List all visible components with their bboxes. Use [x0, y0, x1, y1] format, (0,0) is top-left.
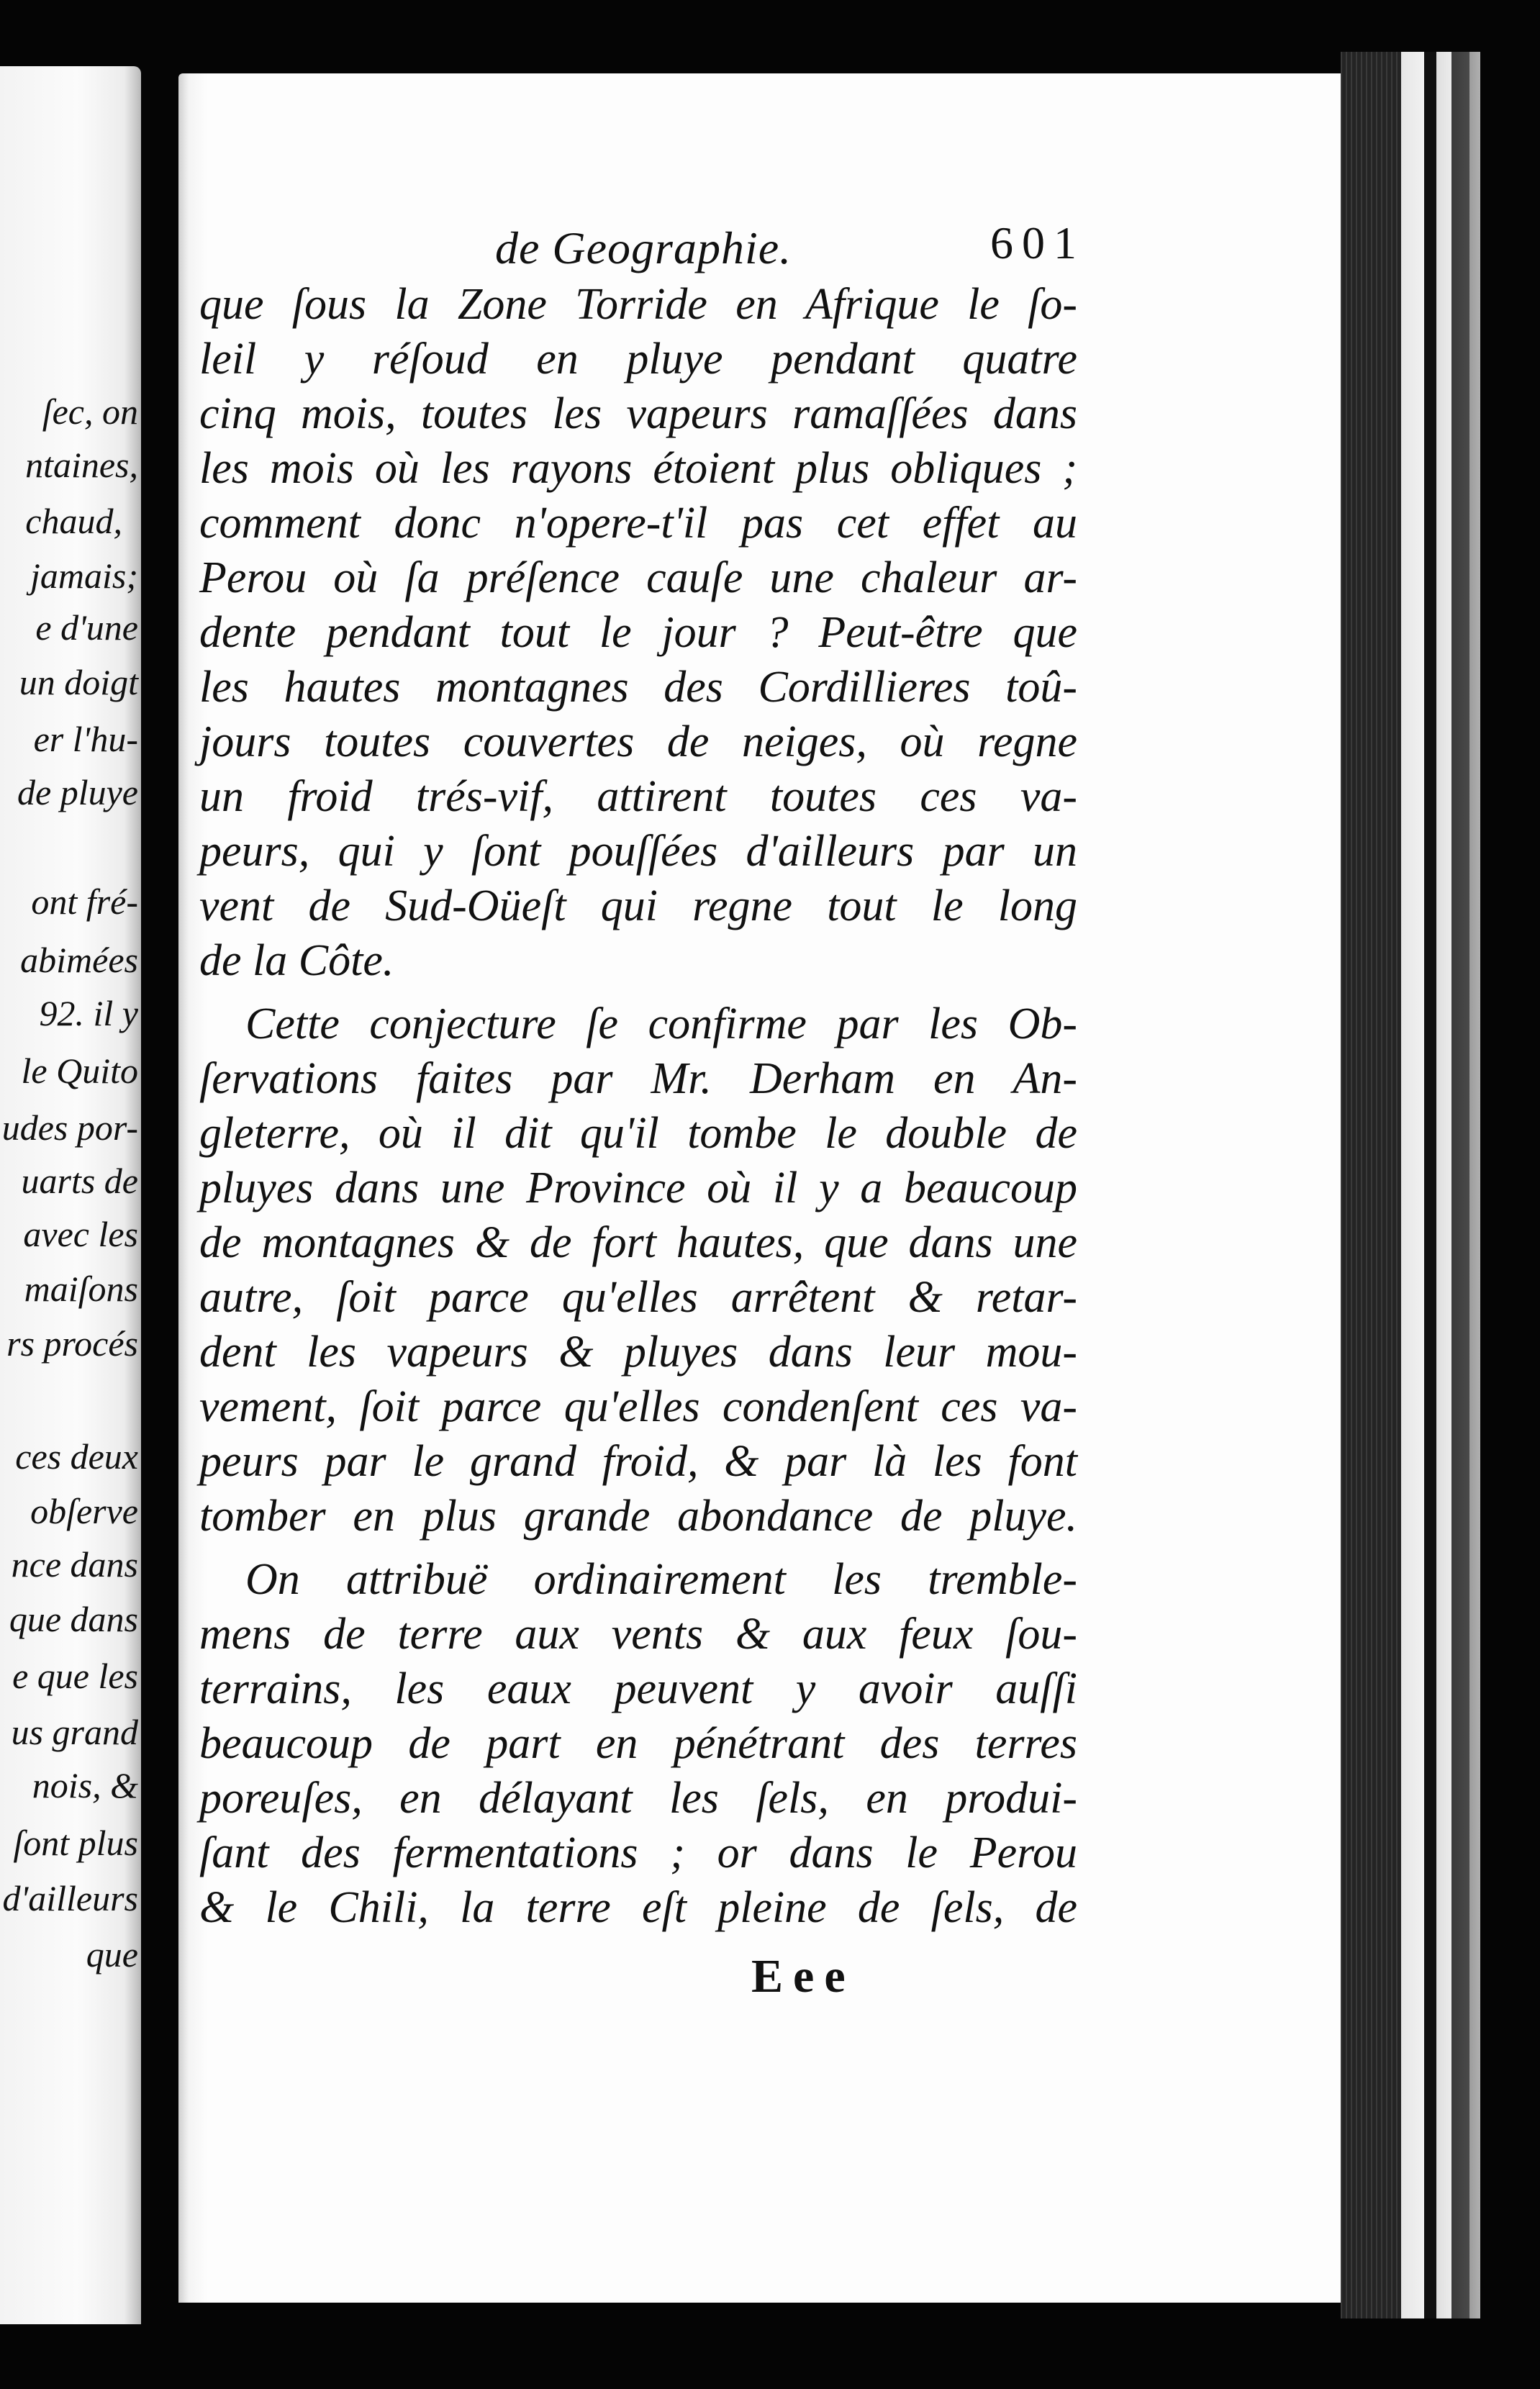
facing-page-line: d'ailleurs — [2, 1878, 138, 1918]
text-line: tomber en plus grande abondance de pluye. — [199, 1492, 1077, 1541]
text-line: Cette conjecture ſe confirme par les Ob- — [245, 999, 1077, 1048]
text-line: vent de Sud-Oüeſt qui regne tout le long — [199, 881, 1077, 930]
text-line: dent les vapeurs & pluyes dans leur mou- — [199, 1328, 1077, 1377]
running-head: de Geographie. — [495, 222, 792, 273]
text-line: ſervations faites par Mr. Derham en An- — [199, 1054, 1077, 1103]
facing-page-line: nce dans — [11, 1544, 138, 1585]
text-line: dente pendant tout le jour ? Peut-être que — [199, 608, 1077, 657]
text-line: Perou où ſa préſence cauſe une chaleur ar- — [199, 553, 1077, 602]
facing-page-line: ſec, on — [42, 391, 138, 432]
facing-page-line: ont fré- — [31, 881, 138, 922]
text-line: mens de terre aux vents & aux feux ſou- — [199, 1610, 1077, 1659]
text-line: peurs par le grand froid, & par là les font — [199, 1437, 1077, 1486]
facing-page-line: chaud, — [25, 501, 122, 541]
facing-page-line: rs procés — [6, 1323, 138, 1364]
facing-page — [0, 66, 141, 2324]
facing-page-line: le Quito — [21, 1051, 138, 1091]
facing-page-line: que — [86, 1934, 138, 1975]
facing-page-line: avec les — [23, 1214, 138, 1254]
text-line: cinq mois, toutes les vapeurs ramaſſées dans — [199, 389, 1077, 438]
text-line: poreuſes, en délayant les ſels, en produi- — [199, 1774, 1077, 1823]
facing-page-line: ces deux — [15, 1436, 138, 1477]
text-line: beaucoup de part en pénétrant des terres — [199, 1719, 1077, 1768]
text-line: On attribuë ordinairement les tremble- — [245, 1555, 1077, 1604]
facing-page-line: de pluye — [17, 772, 138, 812]
facing-page-line: 92. il y — [39, 993, 138, 1033]
text-line: & le Chili, la terre eſt pleine de ſels, de — [199, 1883, 1077, 1932]
text-line: terrains, les eaux peuvent y avoir auſſi — [199, 1664, 1077, 1713]
text-line: de montagnes & de fort hautes, que dans une — [199, 1218, 1077, 1267]
page-edges — [1341, 52, 1485, 2318]
text-line: un froid trés-vif, attirent toutes ces va- — [199, 772, 1077, 821]
text-line: vement, ſoit parce qu'elles condenſent ces va- — [199, 1382, 1077, 1431]
facing-page-line: ſont plus — [13, 1823, 138, 1863]
text-line: gleterre, où il dit qu'il tombe le double de — [199, 1109, 1077, 1158]
page-edges-lines — [1341, 52, 1401, 2318]
facing-page-line: jamais; — [30, 556, 138, 596]
body-text — [199, 277, 1077, 1935]
signature-mark: Eee — [751, 1950, 856, 2003]
text-line: pluyes dans une Province où il y a beaucoup — [199, 1164, 1077, 1212]
text-line: ſant des fermentations ; or dans le Perou — [199, 1828, 1077, 1877]
text-line: autre, ſoit parce qu'elles arrêtent & retar- — [199, 1273, 1077, 1322]
facing-page-line: obſerve — [30, 1491, 138, 1531]
facing-page-line: abimées — [20, 940, 138, 980]
facing-page-line: uarts de — [21, 1161, 138, 1201]
text-line: de la Côte. — [199, 936, 394, 985]
text-line: jours toutes couvertes de neiges, où regne — [199, 717, 1077, 766]
facing-page-line: un doigt — [19, 662, 138, 702]
text-line: les hautes montagnes des Cordillieres toû- — [199, 663, 1077, 712]
facing-page-line: us grand — [11, 1712, 138, 1752]
text-line: les mois où les rayons étoient plus obliques ; — [199, 444, 1077, 493]
page-number: 601 — [990, 217, 1085, 268]
text-line: peurs, qui y ſont pouſſées d'ailleurs par un — [199, 827, 1077, 876]
paragraph — [199, 997, 1077, 1543]
text-line: leil y réſoud en pluye pendant quatre — [199, 335, 1077, 384]
facing-page-line: er l'hu- — [33, 719, 138, 759]
facing-page-line: udes por- — [1, 1107, 138, 1148]
text-line: que ſous la Zone Torride en Afrique le ſo- — [199, 280, 1077, 329]
facing-page-line: e d'une — [35, 607, 138, 648]
facing-page-line: e que les — [12, 1656, 138, 1696]
text-line: comment donc n'opere-t'il pas cet effet au — [199, 499, 1077, 548]
facing-page-line: maiſons — [24, 1269, 138, 1309]
paragraph — [199, 1552, 1077, 1935]
facing-page-line: ntaines, — [25, 445, 138, 485]
facing-page-line: que dans — [9, 1599, 138, 1639]
facing-page-line: nois, & — [32, 1765, 138, 1805]
paragraph — [199, 277, 1077, 988]
